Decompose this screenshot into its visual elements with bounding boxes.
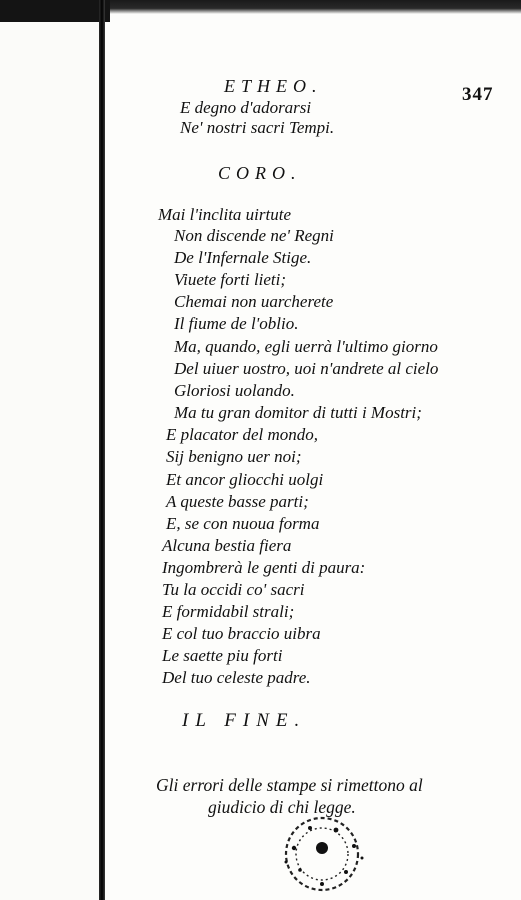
- verse-line: Sij benigno uer noi;: [166, 447, 302, 466]
- verse-line: Ma, quando, egli uerrà l'ultimo giorno: [174, 337, 438, 356]
- verse-line: Et ancor gliocchi uolgi: [166, 470, 324, 489]
- library-stamp-icon: [250, 808, 390, 896]
- verse-line: Non discende ne' Regni: [174, 226, 334, 245]
- verse-line: Ingombrerà le genti di paura:: [162, 558, 366, 577]
- verse-line: Ne' nostri sacri Tempi.: [180, 118, 335, 137]
- verse-line: Gloriosi uolando.: [174, 381, 295, 400]
- verse-line: Il fiume de l'oblio.: [174, 314, 299, 333]
- verse-line: Del uiuer uostro, uoi n'andrete al cielo: [174, 359, 439, 378]
- binding-gutter: [99, 0, 105, 900]
- verse-line: Chemai non uarcherete: [174, 292, 334, 311]
- verse-line: De l'Infernale Stige.: [174, 248, 312, 267]
- speaker-heading-coro: CORO.: [218, 163, 302, 183]
- verse-line: Viuete forti lieti;: [174, 270, 287, 289]
- speaker-heading-etheo: ETHEO.: [224, 76, 323, 96]
- verse-line: E formidabil strali;: [162, 602, 295, 621]
- verse-line: Mai l'inclita uirtute: [158, 205, 292, 224]
- verse-line: Tu la occidi co' sacri: [162, 580, 305, 599]
- verse-line: E degno d'adorarsi: [180, 98, 312, 117]
- verse-line: E placator del mondo,: [166, 425, 319, 444]
- errata-note-line: Gli errori delle stampe si rimettono al: [156, 775, 423, 795]
- page-number: 347: [462, 84, 494, 105]
- verse-line: Alcuna bestia fiera: [162, 536, 292, 555]
- verse-line: Le saette piu forti: [162, 646, 283, 665]
- facing-page-margin: [0, 0, 99, 900]
- end-heading: IL FINE.: [182, 710, 307, 731]
- verse-line: Ma tu gran domitor di tutti i Mostri;: [174, 403, 422, 422]
- verse-line: Del tuo celeste padre.: [162, 668, 311, 687]
- verse-line: A queste basse parti;: [166, 492, 309, 511]
- page-top-edge-shadow: [0, 0, 110, 22]
- verse-line: E col tuo braccio uibra: [162, 624, 321, 643]
- errata-note-line: giudicio di chi legge.: [208, 797, 356, 817]
- verse-line: E, se con nuoua forma: [166, 514, 320, 533]
